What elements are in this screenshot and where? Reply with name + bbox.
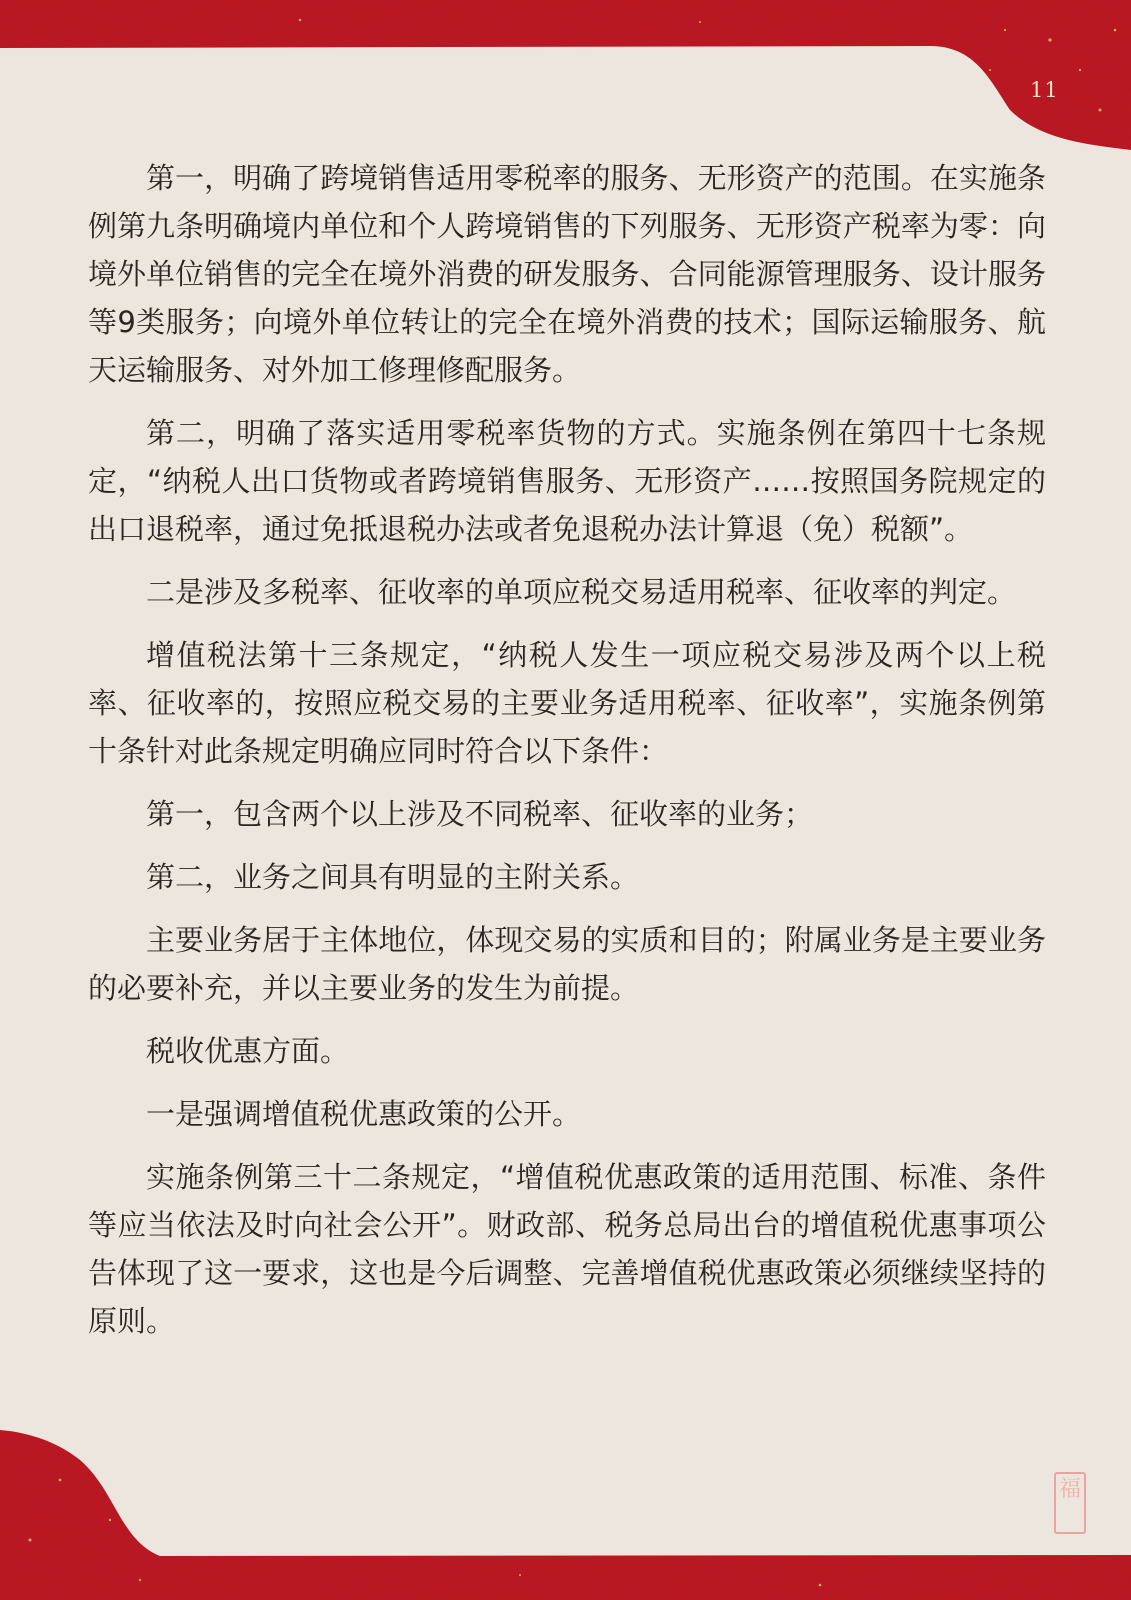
seal-stamp bbox=[1054, 1472, 1086, 1534]
paragraph: 税收优惠方面。 bbox=[146, 1034, 350, 1068]
article-body bbox=[88, 154, 1046, 1360]
paragraph: 第一，包含两个以上涉及不同税率、征收率的业务； bbox=[146, 797, 814, 831]
paragraph: 第一，明确了跨境销售适用零税率的服务、无形资产的范围。在实施条例第九条明确境内单位和个人跨境销售的下列服务、无形资产税率为零：向境外单位销售的完全在境外消费的研发服务、合同能源管理服务、设计服务等9类服务；向境外单位转让的完全在境外消费的技术；国际运输服务、航天运输服务、对外加工修理修配服务。 bbox=[88, 161, 1046, 387]
paragraph: 一是强调增值税优惠政策的公开。 bbox=[146, 1097, 582, 1131]
paragraph: 二是涉及多税率、征收率的单项应税交易适用税率、征收率的判定。 bbox=[146, 575, 1017, 609]
paragraph: 实施条例第三十二条规定，“增值税优惠政策的适用范围、标准、条件等应当依法及时向社会公开”。财政部、税务总局出台的增值税优惠事项公告体现了这一要求，这也是今后调整、完善增值税优惠政策必须继续坚持的原则。 bbox=[88, 1160, 1046, 1338]
paragraph: 第二，明确了落实适用零税率货物的方式。实施条例在第四十七条规定，“纳税人出口货物或者跨境销售服务、无形资产……按照国务院规定的出口退税率，通过免抵退税办法或者免退税办法计算退（免）税额”。 bbox=[88, 416, 1046, 546]
paragraph: 主要业务居于主体地位，体现交易的实质和目的；附属业务是主要业务的必要补充，并以主要业务的发生为前提。 bbox=[88, 923, 1046, 1005]
paragraph: 第二，业务之间具有明显的主附关系。 bbox=[146, 860, 640, 894]
seal-text: 福 bbox=[1058, 1477, 1081, 1502]
paragraph: 增值税法第十三条规定，“纳税人发生一项应税交易涉及两个以上税率、征收率的，按照应税交易的主要业务适用税率、征收率”，实施条例第十条针对此条规定明确应同时符合以下条件： bbox=[88, 638, 1046, 768]
page-number: 11 bbox=[1030, 78, 1059, 102]
